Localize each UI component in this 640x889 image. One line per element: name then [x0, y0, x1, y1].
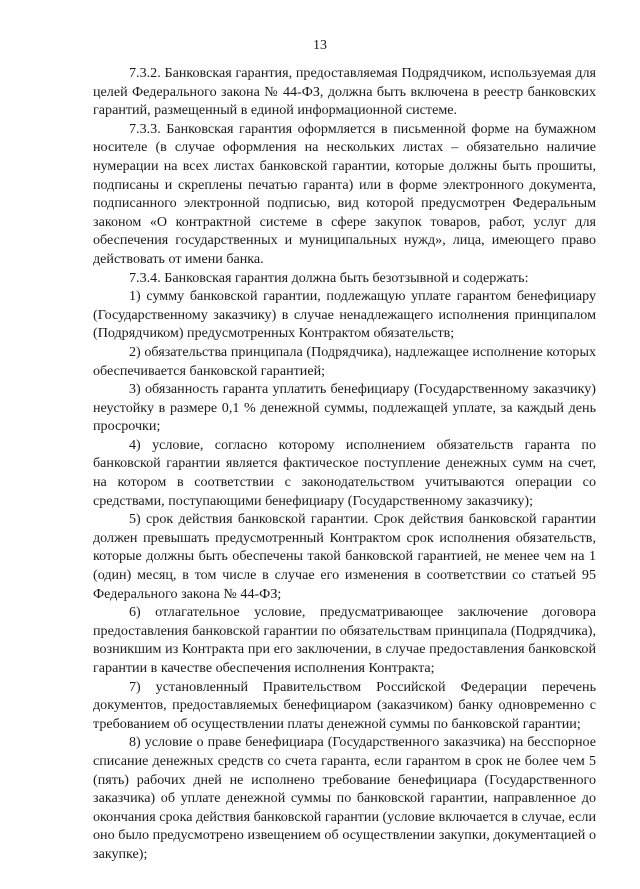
clause-7-3-3: 7.3.3. Банковская гарантия оформляется в письменной форме на бумажном носителе (в случае оформления на нескольких листах – обязательно наличие нумерации на всех листах банковской гарантии, которые должны быть прошиты, подписаны и скреплены печатью гаранта) или в форме электронного документа, подписанного электронной подписью, вид которой предусмотрен Федеральным законом «О контрактной системе в сфере закупок товаров, работ, услуг для обеспечения государственных и муниципальных нужд», лица, имеющего право действовать от имени банка.: [93, 120, 596, 267]
list-item-5: 5) срок действия банковской гарантии. Срок действия банковской гарантии должен превышать предусмотренный Контрактом срок исполнения обязательств, которые должны быть обеспечены такой банковской гарантией, не менее чем на 1 (один) месяц, в том числе в случае его изменения в соответствии со статьей 95 Федерального закона № 44-ФЗ;: [93, 511, 596, 602]
clause-7-3-4: 7.3.4. Банковская гарантия должна быть безотзывной и содержать:: [129, 269, 529, 286]
list-item-6: 6) отлагательное условие, предусматривающее заключение договора предоставления банковской гарантии по обязательствам принципала (Подрядчика), возникшим из Контракта при его заключении, в случае предоставления банковской гарантии в качестве обеспечения исполнения Контракта;: [93, 604, 596, 676]
list-item-3: 3) обязанность гаранта уплатить бенефициару (Государственному заказчику) неустойку в размере 0,1 % денежной суммы, подлежащей уплате, за каждый день просрочки;: [93, 381, 596, 435]
list-item-1: 1) сумму банковской гарантии, подлежащую уплате гарантом бенефициару (Государственному заказчику) в случае ненадлежащего исполнения принципалом (Подрядчиком) предусмотренных Контрактом обязательств;: [93, 288, 596, 342]
page-number: 13: [313, 38, 327, 53]
clause-7-3-2: 7.3.2. Банковская гарантия, предоставляемая Подрядчиком, используемая для целей Федерального закона № 44-ФЗ, должна быть включена в реестр банковских гарантий, размещенный в единой информационной системе.: [93, 65, 596, 119]
list-item-4: 4) условие, согласно которому исполнением обязательств гаранта по банковской гарантии является фактическое поступление денежных сумм на счет, на котором в соответствии с законодательством учитываются операции со средствами, поступающими бенефициару (Государственному заказчику);: [93, 436, 596, 509]
document-body: [93, 64, 596, 864]
list-item-7: 7) установленный Правительством Российской Федерации перечень документов, предоставляемых бенефициаром (заказчиком) банку одновременно с требованием об осуществлении платы денежной суммы по банковской гарантии;: [93, 678, 596, 732]
list-item-2: 2) обязательства принципала (Подрядчика), надлежащее исполнение которых обеспечивается банковской гарантией;: [93, 343, 596, 379]
list-item-8: 8) условие о праве бенефициара (Государственного заказчика) на бесспорное списание денежных средств со счета гаранта, если гарантом в срок не более чем 5 (пять) рабочих дней не исполнено требование бенефициара (Государственного заказчика) об уплате денежной суммы по банковской гарантии, направленное до окончания срока действия банковской гарантии (условие включается в случае, если оно было предусмотрено извещением об осуществлении закупки, документацией о закупке);: [93, 734, 596, 862]
